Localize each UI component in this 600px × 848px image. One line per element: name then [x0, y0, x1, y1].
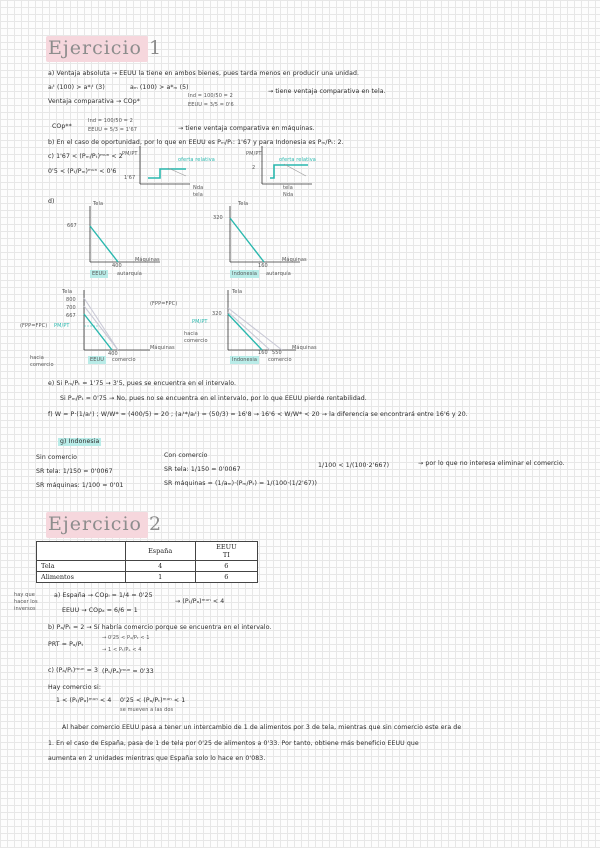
table-cell: 1 — [125, 572, 195, 583]
g2-value-label: 2 — [252, 165, 256, 171]
ex2-a-line1b: → (Pₜ/Pₐ)ᵐᵘⁿ < 4 — [175, 598, 225, 605]
ex2-c-line1: c) (Pₐ/Pₜ)ᵐᵘⁿ = 3 — [48, 667, 98, 674]
table-cell: Tela — [37, 561, 126, 572]
e2-sub: comercio — [268, 357, 292, 363]
e2-x-label: Máquinas — [292, 345, 317, 351]
table-row — [37, 561, 258, 572]
d2-sub: autarquía — [266, 271, 291, 277]
exercise-2-title: Ejercicio 2 — [48, 513, 163, 535]
e1-fpp-label: (FPP=FPC) — [20, 323, 48, 329]
ex1-g-left-3: SR máquinas: 1/100 = 0'01 — [36, 482, 124, 489]
ex2-b-line4: → 1 < Pₜ/Pₐ < 4 — [102, 647, 142, 653]
e2-x-value-2: 550 — [272, 350, 282, 356]
table-header-cell: España — [125, 542, 195, 561]
e2-y-label: Tela — [232, 289, 243, 295]
g1-axis-label: PM/PT — [122, 151, 138, 157]
table-row — [37, 572, 258, 583]
ex2-a-line1: a) España → COpₗ = 1/4 = 0'25 — [54, 592, 153, 599]
ex1-a-line4: COp** — [52, 123, 72, 130]
ex1-a-line3c: EEUU = 3/5 = 0'6 — [188, 102, 234, 108]
e2-slope-label: PM/PT — [192, 319, 208, 325]
d-label: d) — [48, 198, 55, 205]
e2-fpp-label: (FPP=FPC) — [150, 301, 178, 307]
ex1-a-line3b: Ind = 100/50 = 2 — [188, 93, 233, 99]
d1-y-value: 667 — [67, 223, 77, 229]
e1-y-value-2: 700 — [66, 305, 76, 311]
production-table — [36, 541, 258, 583]
ex1-a-line1: a) Ventaja absoluta → EEUU la tiene en ambos bienes, pues tarda menos en producir una unidad. — [48, 70, 360, 77]
exercise-1-title: Ejercicio 1 — [48, 37, 163, 59]
e2-y-value: 320 — [212, 311, 222, 317]
table-cell: 6 — [195, 561, 257, 572]
e2-note-2: comercio — [184, 338, 208, 344]
ex1-f-line: f) W = P·(1/aₗᵗ) ; W/W* = (400/5) = 20 ; (aₗᵗ*/aₗᵗ) = (50/3) = 16'8 → 16'6 < W/W* < 20 → la diferencia se encontrará entre 16'6 y 20. — [48, 411, 468, 418]
ex1-b-line2: c) 1'67 < (Pₘ/Pₜ)ᵐᵘⁿ < 2 — [48, 153, 123, 160]
ex2-c-line4: 1 < (Pₜ/Pₐ)ᵐᵘⁿ < 4 — [56, 697, 112, 704]
d1-tag: EEUU — [92, 271, 107, 277]
d2-tag: Indonesia — [232, 271, 258, 277]
ex2-c-line2: (Pₜ/Pₐ)ᵐᵘⁿ = 0'33 — [102, 668, 154, 675]
ex1-e-line2: Si Pₘ/Pₜ = 0'75 → No, pues no se encuentra en el intervalo, por lo que EEUU pierde rentabilidad. — [60, 395, 367, 402]
ex2-paragraph-2: 1. En el caso de España, pasa de 1 de tela por 0'25 de alimentos a 0'33. Por tanto, obtiene más beneficio EEUU que — [48, 740, 419, 747]
d2-y-value: 320 — [213, 215, 223, 221]
ex2-paragraph-1: Al haber comercio EEUU pasa a tener un intercambio de 1 de alimentos por 3 de tela, mientras que sin comercio este era de — [62, 724, 462, 731]
e1-tag: EEUU — [90, 357, 105, 363]
table-header-subtext: TI — [222, 551, 230, 559]
ex2-side-note-3: inversos — [14, 606, 36, 612]
ex1-a-line3d: → tiene ventaja comparativa en tela. — [268, 88, 386, 95]
ex1-a-line4b: Ind = 100/50 = 2 — [88, 118, 133, 124]
table-header-cell — [37, 542, 126, 561]
ex2-c-line5: 0'25 < (Pₐ/Pₜ)ᵐᵘⁿ < 1 — [120, 697, 186, 704]
table-cell: 6 — [195, 572, 257, 583]
ex2-b-line2: PRT = Pₐ/Pₜ — [48, 641, 84, 648]
e1-y-value-3: 667 — [66, 313, 76, 319]
e1-cpf-line-1 — [84, 298, 118, 350]
g2-axis-label: PM/PT — [246, 151, 262, 157]
e1-x-label: Máquinas — [150, 345, 175, 351]
d1-x-label: Máquinas — [135, 257, 160, 263]
e2-tag: Indonesia — [232, 357, 258, 363]
table-cell: Alimentos — [37, 572, 126, 583]
g2-curve-label: oferta relativa — [279, 157, 316, 163]
d2-x-label: Máquinas — [282, 257, 307, 263]
ex1-a-line3: Ventaja comparativa → COp* — [48, 98, 140, 105]
ex1-g-formula: 1/100 < 1/(100·2'667) — [318, 462, 390, 469]
e1-y-value-1: 800 — [66, 297, 76, 303]
g1-label-3: Nda — [193, 185, 204, 191]
ex2-paragraph-3: aumenta en 2 unidades mientras que España solo lo hace en 0'083. — [48, 755, 266, 762]
table-header-row — [37, 542, 258, 561]
ex1-g-right-3: SR máquinas = (1/aₘ)·(Pₘ/Pₜ) = 1/(100·(1/2'67)) — [164, 480, 317, 487]
ex2-b-line3: → 0'25 < Pₐ/Pₜ < 1 — [102, 635, 150, 641]
table-header-text: EEUU — [216, 543, 237, 551]
ex1-a-line4c: EEUU = 5/3 = 1'67 — [88, 127, 138, 133]
ex2-c-line3: Hay comercio si: — [48, 684, 102, 691]
ex1-g-title: g) Indonesia — [60, 438, 100, 445]
table-header-cell — [195, 542, 257, 561]
ex1-a-line4d: → tiene ventaja comparativa en máquinas. — [178, 125, 315, 132]
g1-label-4: tela — [193, 192, 203, 198]
ex1-g-left-2: SR tela: 1/150 = 0'0067 — [36, 468, 113, 475]
e1-slope-label: PM/PT — [54, 323, 70, 329]
e2-note-1: hacia — [184, 331, 198, 337]
g2-label-3: tela — [283, 185, 293, 191]
e1-sub: comercio — [112, 357, 136, 363]
e1-cpf-line-2 — [84, 306, 118, 350]
d1-x-value: 400 — [112, 263, 122, 269]
ex1-e-line1: e) Si Pₘ/Pₜ = 1'75 → 3'5, pues se encuentra en el intervalo. — [48, 380, 237, 387]
ex1-g-left-1: Sin comercio — [36, 454, 78, 461]
e2-cpf-line-2 — [228, 312, 270, 350]
ex1-b-line3: 0'5 < (Pₜ/Pₘ)ᵐᵘⁿ < 0'6 — [48, 168, 117, 175]
ex1-g-right-1: Con comercio — [164, 452, 208, 459]
g1-curve-label: oferta relativa — [178, 157, 215, 163]
ex1-a-line2b: aₘ (100) > a*ₘ (5) — [130, 84, 189, 91]
g1-value-label: 1'67 — [124, 175, 136, 181]
d1-y-label: Tela — [93, 201, 104, 207]
ex2-side-note-2: hacer los — [14, 599, 38, 605]
e1-note-1: hacia — [30, 355, 44, 361]
ex1-a-line2a: aₗᵗ (100) > a*ₗᵗ (3) — [48, 84, 105, 91]
table-cell: 4 — [125, 561, 195, 572]
ex1-g-right-2: SR tela: 1/150 = 0'0067 — [164, 466, 241, 473]
e1-note-2: comercio — [30, 362, 54, 368]
d2-y-label: Tela — [238, 201, 249, 207]
e2-x-value: 160 — [258, 350, 268, 356]
e1-x-value: 400 — [108, 351, 118, 357]
e2-ppf-line — [228, 314, 262, 350]
ex2-c-line6: se mueven a las dos — [120, 707, 174, 713]
g2-label-4: Nda — [283, 192, 294, 198]
e2-cpf-line-1 — [228, 308, 282, 350]
ex2-b-line1: b) Pₐ/Pₜ = 2 → Sí habría comercio porque se encuentra en el intervalo. — [48, 624, 272, 631]
ex2-a-line2: EEUU → COpₐ = 6/6 = 1 — [62, 607, 138, 614]
e1-y-label: Tela — [62, 289, 73, 295]
d1-sub: autarquía — [117, 271, 142, 277]
d2-x-value: 160 — [258, 263, 268, 269]
ex1-b-line1: b) En el caso de oportunidad, por lo que en EEUU es Pₘ/Pₜ: 1'67 y para Indonesia es Pₘ/Pₜ: 2. — [48, 139, 344, 146]
ex2-side-note-1: hay que — [14, 592, 35, 598]
ex1-g-conclusion: → por lo que no interesa eliminar el comercio. — [418, 460, 565, 467]
